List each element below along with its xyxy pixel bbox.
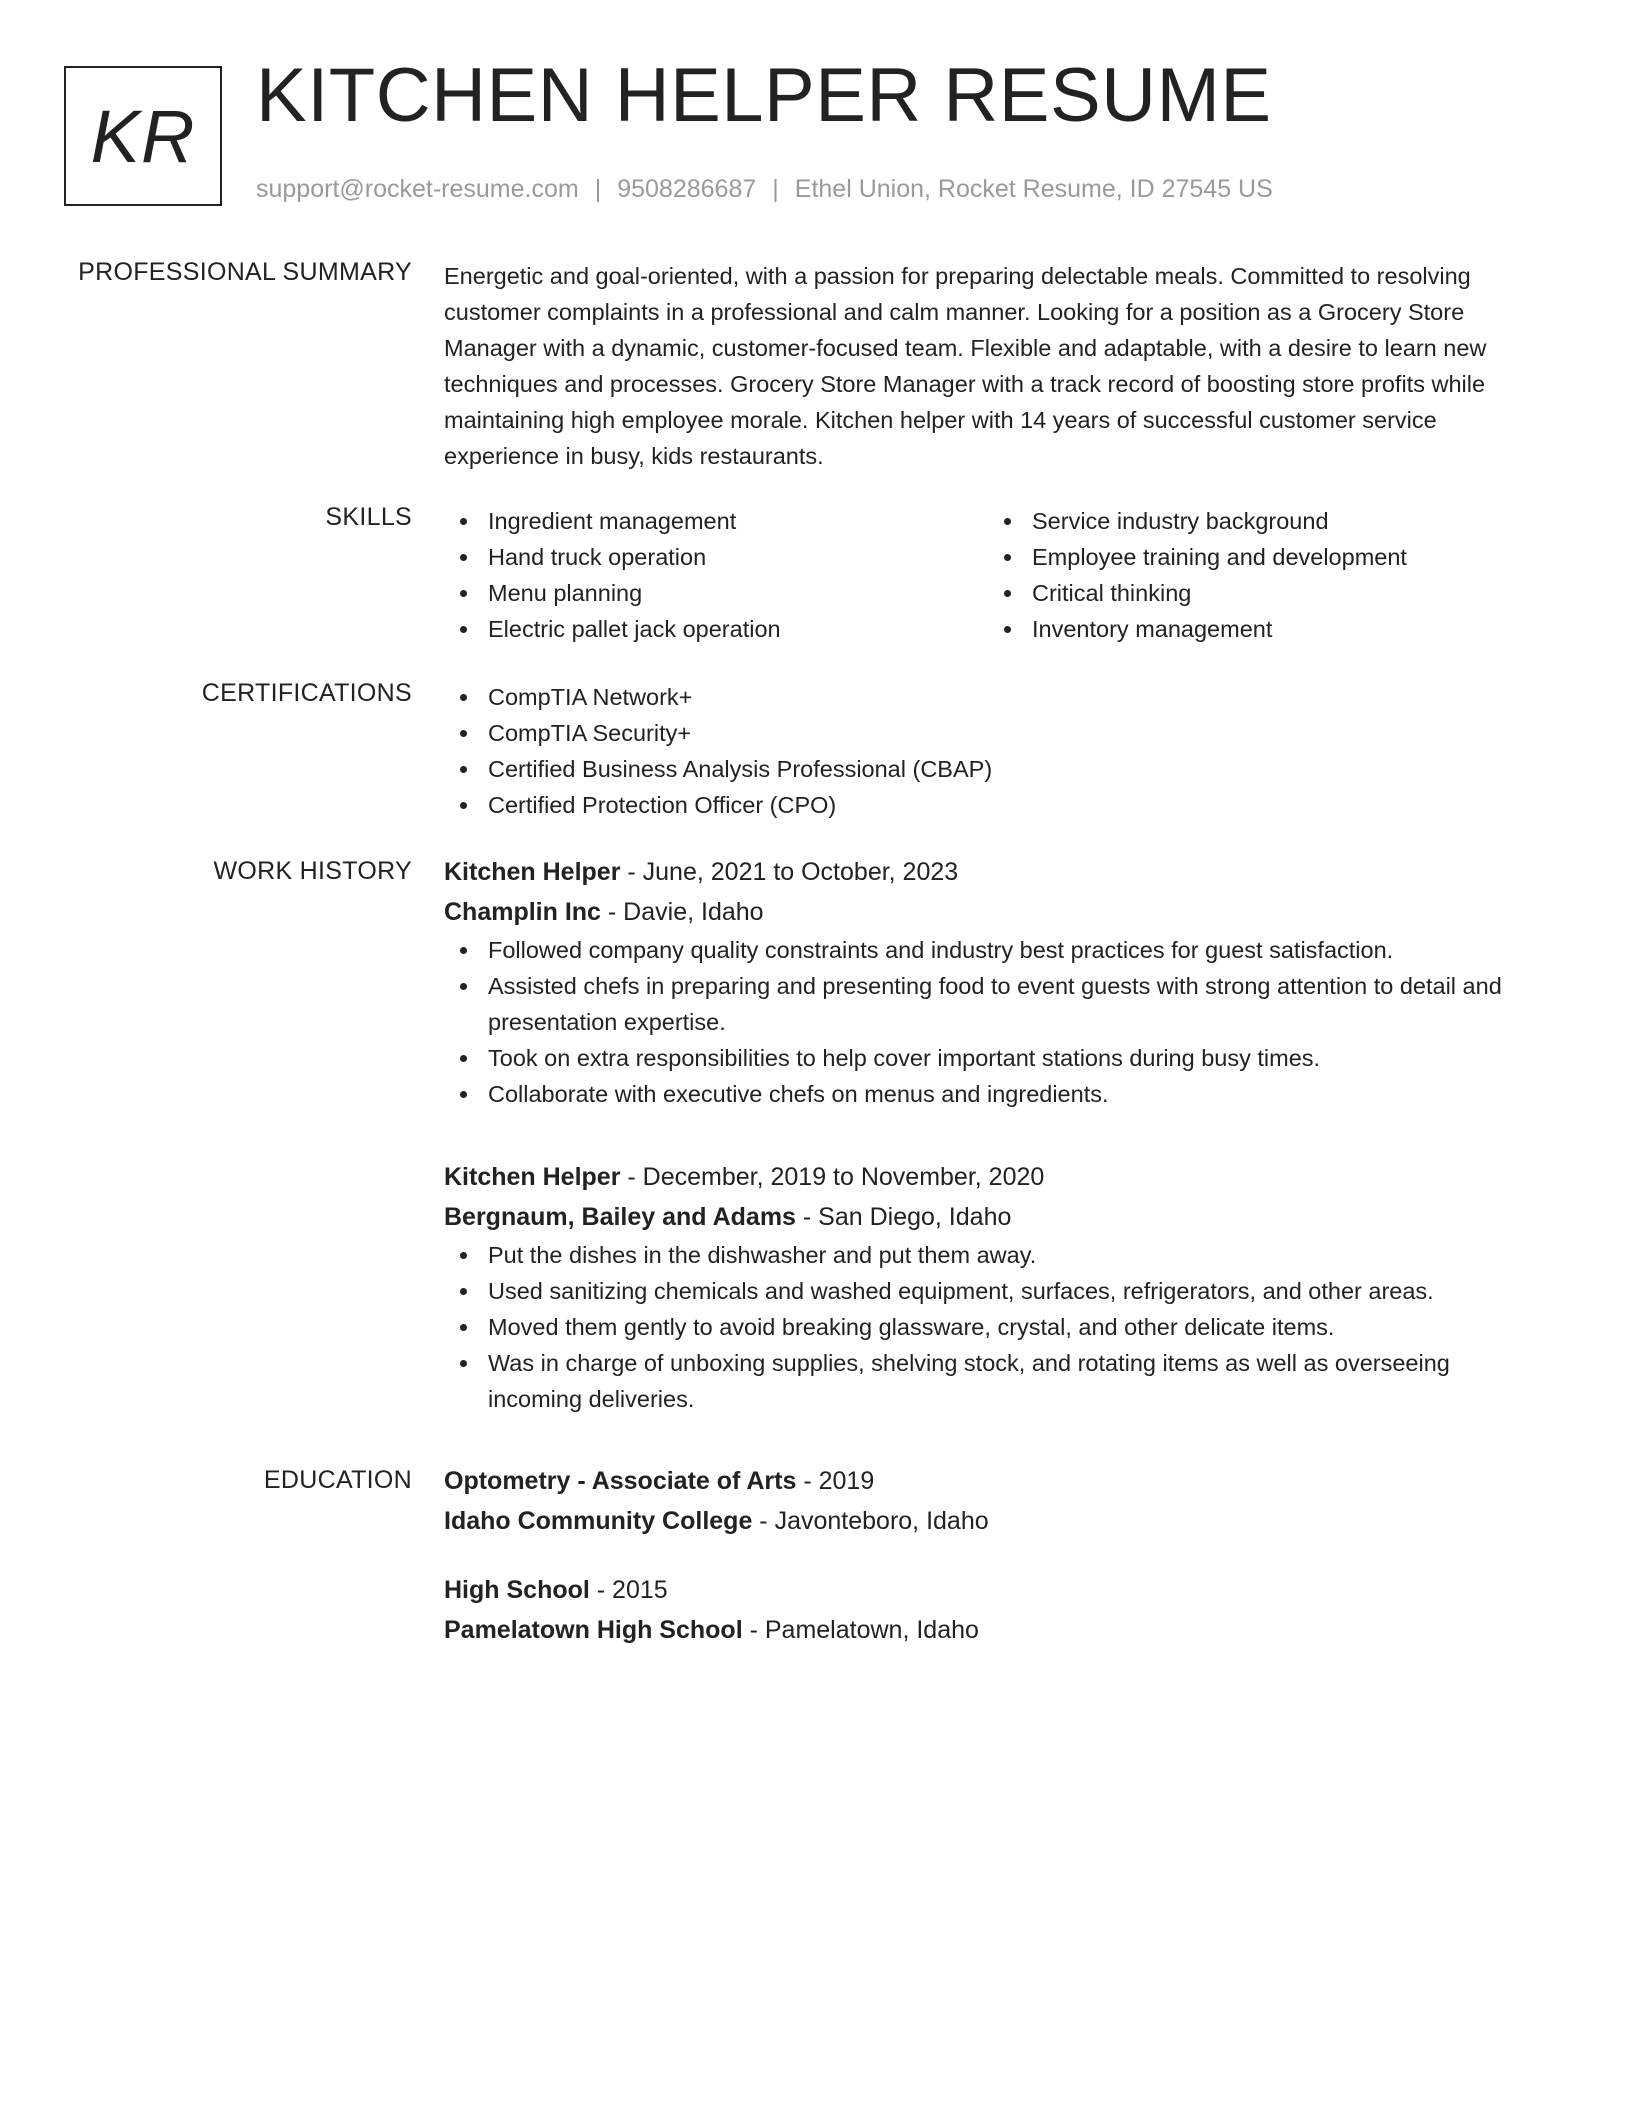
contact-email: support@rocket-resume.com — [256, 175, 579, 203]
duty-item: Was in charge of unboxing supplies, shelving stock, and rotating items as well as overseeing incoming deliveries. — [444, 1345, 1544, 1417]
skill-item: Electric pallet jack operation — [444, 611, 984, 647]
job-dates: - June, 2021 to October, 2023 — [620, 858, 959, 886]
job-location: - San Diego, Idaho — [795, 1203, 1012, 1231]
education-year: - 2019 — [796, 1467, 875, 1495]
duty-item: Took on extra responsibilities to help cover important stations during busy times. — [444, 1040, 1544, 1076]
duty-item: Moved them gently to avoid breaking glassware, crystal, and other delicate items. — [444, 1309, 1544, 1345]
contact-separator: | — [594, 175, 602, 203]
education-degree-line — [444, 1461, 1544, 1501]
skill-item: Ingredient management — [444, 503, 984, 539]
duty-item: Put the dishes in the dishwasher and put them away. — [444, 1237, 1544, 1273]
skills-heading: SKILLS — [325, 503, 412, 531]
skill-item: Inventory management — [988, 611, 1528, 647]
job-title-line — [444, 852, 1544, 892]
certification-item: CompTIA Security+ — [444, 715, 1544, 751]
skill-item: Service industry background — [988, 503, 1528, 539]
resume-title: KITCHEN HELPER RESUME — [256, 53, 1272, 138]
education-location: - Pamelatown, Idaho — [742, 1616, 979, 1644]
contact-phone: 9508286687 — [617, 175, 757, 203]
education-heading: EDUCATION — [263, 1466, 412, 1494]
education-school: Idaho Community College — [444, 1507, 753, 1535]
summary-heading: PROFESSIONAL SUMMARY — [78, 258, 412, 286]
work-history-heading: WORK HISTORY — [213, 857, 412, 885]
summary-text: Energetic and goal-oriented, with a passion for preparing delectable meals. Committed to resolving customer complaints in a professional and calm manner. Looking for a position as a Grocery Store Manager with a dynamic, customer-focused team. Flexible and adaptable, with a desire to learn new techniques and processes. Grocery Store Manager with a track record of boosting store profits while maintaining high employee morale. Kitchen helper with 14 years of successful customer service experience in busy, kids restaurants. — [444, 263, 1487, 469]
skill-item: Hand truck operation — [444, 539, 984, 575]
education-year: - 2015 — [589, 1576, 668, 1604]
education-degree: High School — [444, 1576, 590, 1604]
duty-item: Assisted chefs in preparing and presenting food to event guests with strong attention to detail and presentation expertise. — [444, 968, 1544, 1040]
education-school-line — [444, 1501, 1544, 1541]
monogram-logo: KR — [64, 66, 222, 206]
duty-item: Collaborate with executive chefs on menus and ingredients. — [444, 1076, 1544, 1112]
contact-separator: | — [772, 175, 779, 203]
duty-item: Used sanitizing chemicals and washed equipment, surfaces, refrigerators, and other areas. — [444, 1273, 1544, 1309]
job-company: Champlin Inc — [444, 898, 601, 926]
education-entry — [444, 1570, 1544, 1650]
certifications-list — [444, 679, 1544, 823]
job-title-line — [444, 1157, 1544, 1197]
job-company: Bergnaum, Bailey and Adams — [444, 1203, 796, 1231]
job-duties — [444, 1237, 1544, 1417]
job-dates: - December, 2019 to November, 2020 — [620, 1163, 1045, 1191]
certification-item: Certified Business Analysis Professional (CBAP) — [444, 751, 1544, 787]
job-entry — [444, 1157, 1544, 1417]
education-location: - Javonteboro, Idaho — [752, 1507, 989, 1535]
job-company-line — [444, 1197, 1544, 1237]
certification-item: Certified Protection Officer (CPO) — [444, 787, 1544, 823]
certifications-heading: CERTIFICATIONS — [201, 679, 412, 707]
job-duties — [444, 932, 1544, 1112]
skill-item: Employee training and development — [988, 539, 1528, 575]
certification-item: CompTIA Network+ — [444, 679, 1544, 715]
skills-column-left — [444, 503, 984, 647]
duty-item: Followed company quality constraints and industry best practices for guest satisfaction. — [444, 932, 1544, 968]
education-school: Pamelatown High School — [444, 1616, 743, 1644]
education-entry — [444, 1461, 1544, 1541]
job-title: Kitchen Helper — [444, 858, 621, 886]
skills-column-right — [988, 503, 1528, 647]
job-title: Kitchen Helper — [444, 1163, 621, 1191]
education-degree-line — [444, 1570, 1544, 1610]
job-entry — [444, 852, 1544, 1112]
education-degree: Optometry - Associate of Arts — [444, 1467, 797, 1495]
job-location: - Davie, Idaho — [600, 898, 764, 926]
skill-item: Critical thinking — [988, 575, 1528, 611]
education-school-line — [444, 1610, 1544, 1650]
contact-line — [256, 175, 1273, 204]
contact-address: Ethel Union, Rocket Resume, ID 27545 US — [794, 175, 1273, 203]
job-company-line — [444, 892, 1544, 932]
skill-item: Menu planning — [444, 575, 984, 611]
